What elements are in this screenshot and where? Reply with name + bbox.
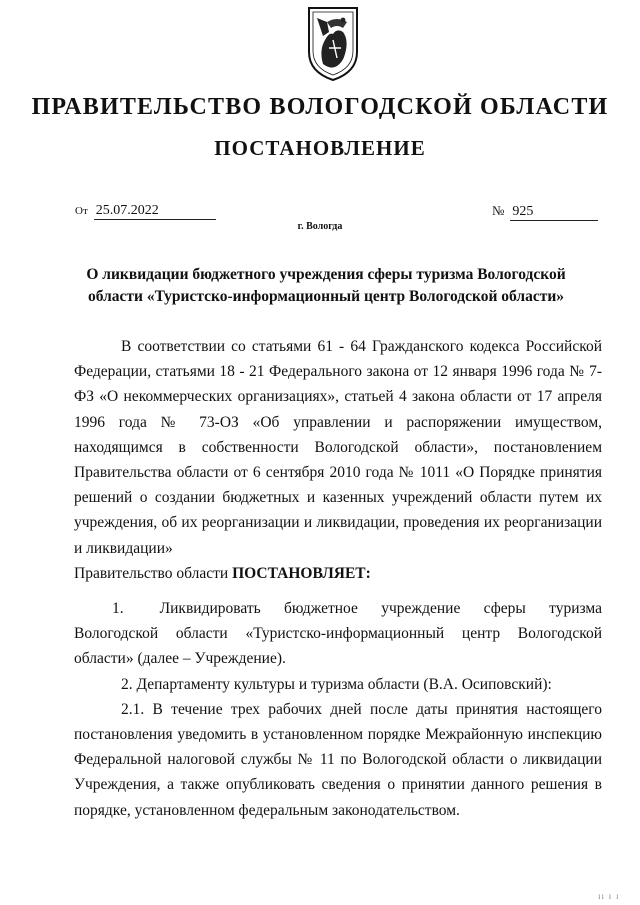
item-1-text: Ликвидировать бюджетное учреждение сферы туризма Вологодской области «Туристско-информационный центр Вологодской области» (далее – Учреждение). xyxy=(74,600,602,668)
page-footer-mark: ll l l xyxy=(598,895,620,901)
decree-word: ПОСТАНОВЛЯЕТ: xyxy=(232,564,371,582)
date-label: От xyxy=(75,205,88,217)
decree-prefix: Правительство области xyxy=(74,564,233,582)
document-number: 925 xyxy=(510,204,598,221)
document-date: 25.07.2022 xyxy=(94,203,216,220)
document-subject: О ликвидации бюджетного учреждения сферы туризма Вологодской области «Туристско-информационный центр Вологодской области» xyxy=(86,266,566,305)
coat-of-arms-emblem xyxy=(303,4,363,84)
item-2: 2. Департаменту культуры и туризма области (В.А. Осиповский): xyxy=(121,675,552,693)
item-1-number: 1. xyxy=(112,600,124,617)
item-1 xyxy=(74,596,602,672)
document-type: ПОСТАНОВЛЕНИЕ xyxy=(214,136,426,160)
resolution-items xyxy=(74,596,602,823)
preamble xyxy=(74,334,602,586)
preamble-text: В соответствии со статьями 61 - 64 Гражданского кодекса Российской Федерации, статьями 18 - 21 Федерального закона от 12 января 1996 года № 7-ФЗ «О некоммерческих организациях», статьей 4 закона области от 17 апреля 1996 года № 73-ОЗ «Об управлении и распоряжении имуществом, находящимся в собственности Вологодской области», постановлением Правительства области от 6 сентября 2010 года № 1011 «О Порядке принятия решений о создании бюджетных и казенных учреждений области путем их учреждения, об их реорганизации и ликвидации, проведения их реорганизации и ликвидации» xyxy=(74,338,602,557)
date-row xyxy=(75,203,216,220)
number-label: № xyxy=(492,203,505,218)
government-title: ПРАВИТЕЛЬСТВО ВОЛОГОДСКОЙ ОБЛАСТИ xyxy=(31,94,609,120)
number-row xyxy=(492,203,598,221)
decree-line xyxy=(74,561,602,586)
item-2-1: 2.1. В течение трех рабочих дней после даты принятия настоящего постановления уведомить в установленном порядке Межрайонную инспекцию Федеральной налоговой службы № 11 по Вологодской области о ликвидации Учреждения, а также опубликовать сведения о принятии данного решения в порядке, установленном федеральным законодательством. xyxy=(74,700,602,819)
city: г. Вологда xyxy=(297,221,343,232)
